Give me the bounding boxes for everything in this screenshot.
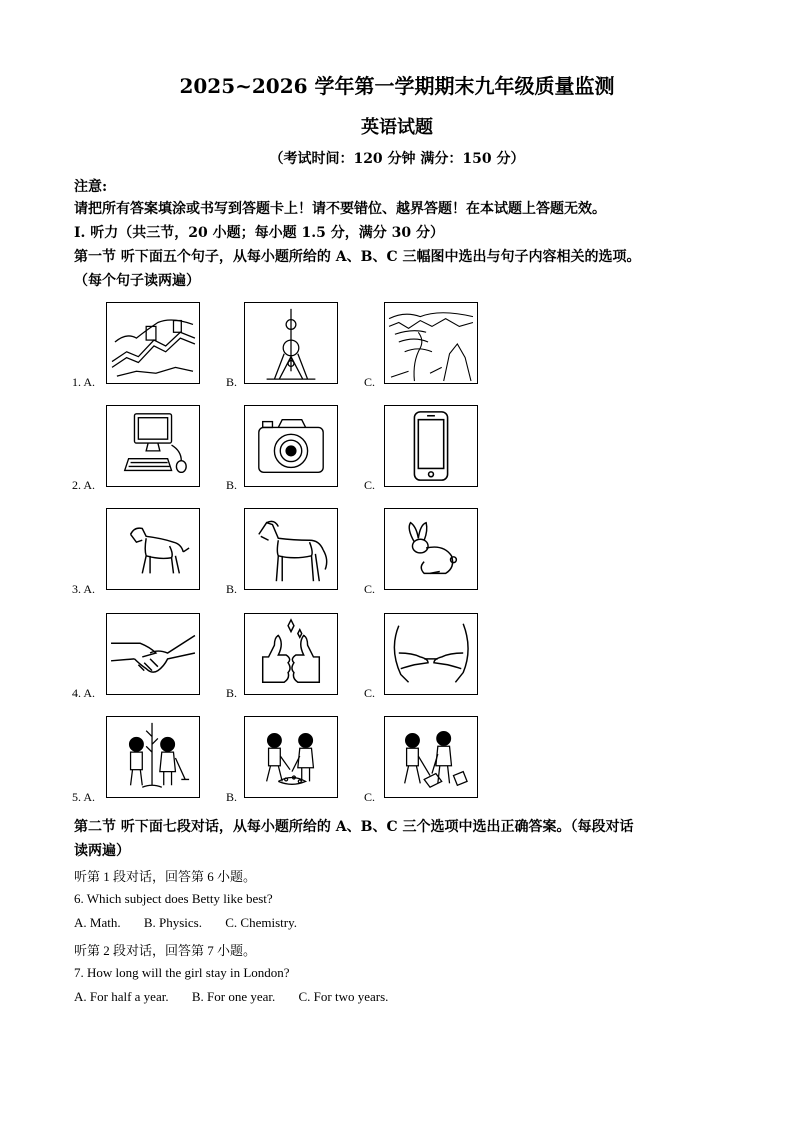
rabbit-icon bbox=[384, 508, 478, 590]
horse-icon bbox=[244, 508, 338, 590]
option-label: C. bbox=[364, 375, 376, 389]
dialog-intro: 听第 1 段对话，回答第 6 小题。 bbox=[74, 869, 257, 884]
question-7: 7. How long will the girl stay in London? bbox=[74, 965, 290, 980]
question-7-options bbox=[74, 989, 408, 1005]
option-label: 2. A. bbox=[72, 478, 96, 492]
option-label: B. bbox=[226, 582, 238, 596]
phone-icon bbox=[384, 405, 478, 487]
thumbs-up-icon bbox=[244, 613, 338, 695]
dialog-intro: 听第 2 段对话，回答第 7 小题。 bbox=[74, 943, 257, 958]
option-label: C. bbox=[364, 790, 376, 804]
kids-cleaning-icon bbox=[384, 716, 478, 798]
section1-instruction-cont: （每个句子读两遍） bbox=[74, 273, 200, 289]
great-wall-icon bbox=[106, 302, 200, 384]
option-c: C. Chemistry. bbox=[225, 915, 297, 930]
notice-text: 请把所有答案填涂或书写到答题卡上！请不要错位、越界答题！在本试题上答题无效。 bbox=[74, 201, 606, 217]
section1-instruction: 第一节 听下面五个句子，从每小题所给的 A、B、C 三幅图中选出与句子内容相关的选项。 bbox=[74, 249, 641, 265]
planting-tree-icon bbox=[106, 716, 200, 798]
option-a: A. Math. bbox=[74, 915, 121, 930]
clapping-hands-icon bbox=[384, 613, 478, 695]
option-label: B. bbox=[226, 478, 238, 492]
option-label: C. bbox=[364, 582, 376, 596]
camera-icon bbox=[244, 405, 338, 487]
option-c: C. For two years. bbox=[298, 989, 389, 1004]
exam-subtitle: 英语试题 bbox=[361, 117, 433, 138]
section2-instruction-cont: 读两遍） bbox=[74, 843, 130, 859]
listening-heading: Ⅰ. 听力（共三节，20 小题；每小题 1.5 分，满分 30 分） bbox=[74, 225, 444, 241]
option-label: C. bbox=[364, 686, 376, 700]
question-6: 6. Which subject does Betty like best? bbox=[74, 891, 273, 906]
tv-tower-icon bbox=[244, 302, 338, 384]
dog-icon bbox=[106, 508, 200, 590]
option-a: A. For half a year. bbox=[74, 989, 169, 1004]
option-b: B. For one year. bbox=[191, 989, 276, 1004]
exam-info: （考试时间：120 分钟 满分：150 分） bbox=[269, 151, 525, 167]
option-label: 3. A. bbox=[72, 582, 96, 596]
kids-gardening-icon bbox=[244, 716, 338, 798]
option-label: B. bbox=[226, 375, 238, 389]
mountain-pine-icon bbox=[384, 302, 478, 384]
exam-title: 2025~2026 学年第一学期期末九年级质量监测 bbox=[179, 74, 615, 98]
computer-icon bbox=[106, 405, 200, 487]
option-b: B. Physics. bbox=[143, 915, 202, 930]
handshake-icon bbox=[106, 613, 200, 695]
option-label: B. bbox=[226, 686, 238, 700]
notice-label: 注意: bbox=[74, 179, 108, 195]
option-label: C. bbox=[364, 478, 376, 492]
option-label: 1. A. bbox=[72, 375, 96, 389]
question-6-options bbox=[74, 915, 317, 931]
option-label: 4. A. bbox=[72, 686, 96, 700]
option-label: 5. A. bbox=[72, 790, 96, 804]
section2-instruction: 第二节 听下面七段对话，从每小题所给的 A、B、C 三个选项中选出正确答案。（每段对话 bbox=[74, 819, 634, 835]
option-label: B. bbox=[226, 790, 238, 804]
